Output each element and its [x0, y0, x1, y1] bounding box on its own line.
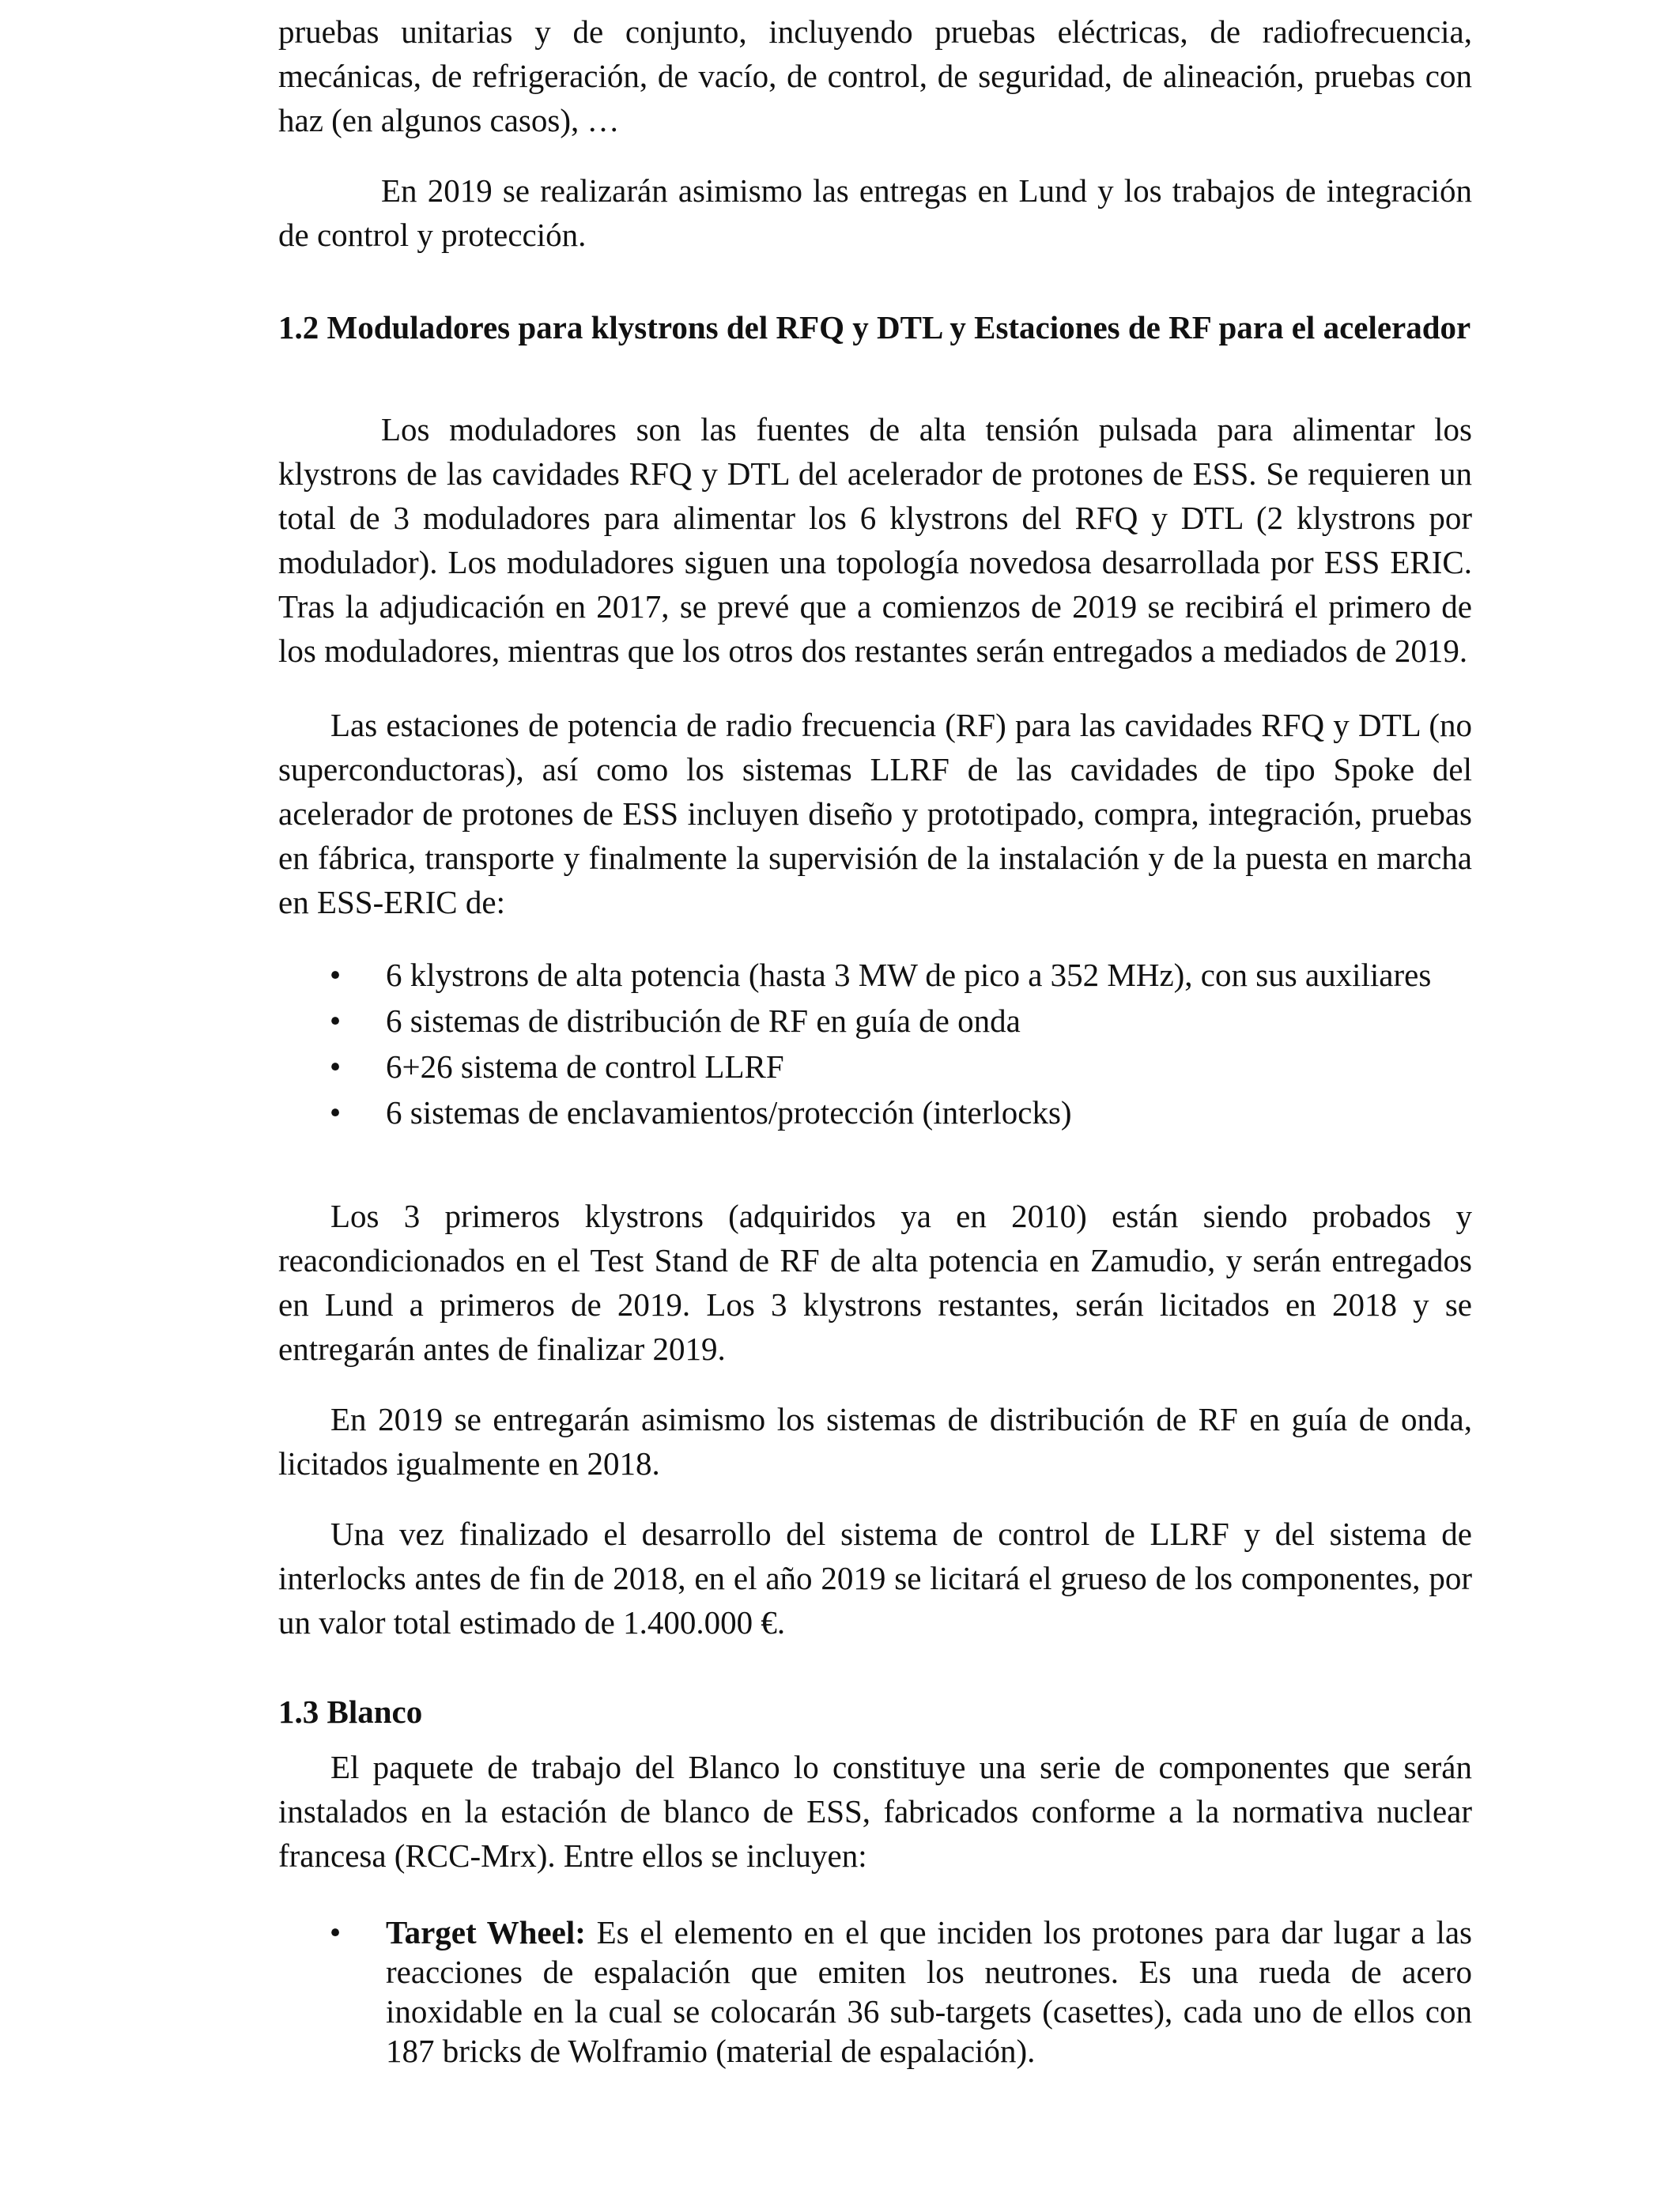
bullet-icon: • [329, 1094, 342, 1131]
list-item [327, 998, 1472, 1044]
bullet-icon: • [329, 957, 342, 993]
bullet-icon: • [329, 1003, 342, 1039]
list-item-term: Target Wheel: [386, 1914, 586, 1950]
list-item [327, 1089, 1472, 1135]
paragraph-pruebas: pruebas unitarias y de conjunto, incluyendo pruebas eléctricas, de radiofrecuencia, mecánicas, de refrigeración, de vacío, de control, de seguridad, de alineación, pruebas con haz (en algunos casos), … [278, 13, 1472, 138]
list-item-text: 6 sistemas de distribución de RF en guía de onda [386, 1003, 1021, 1039]
list-item [327, 952, 1472, 998]
paragraph-llrf-interlocks: Una vez finalizado el desarrollo del sistema de control de LLRF y del sistema de interlocks antes de fin de 2018, en el año 2019 se licitará el grueso de los componentes, por un valor total estimado de 1.400.000 €. [278, 1516, 1472, 1641]
paragraph-blanco: El paquete de trabajo del Blanco lo constituye una serie de componentes que serán instalados en la estación de blanco de ESS, fabricados conforme a la normativa nuclear francesa (RCC-Mrx). Entre ellos se incluyen: [278, 1749, 1472, 1874]
list-item [327, 1044, 1472, 1089]
list-item-text: 6+26 sistema de control LLRF [386, 1048, 784, 1085]
list-item-text: 6 sistemas de enclavamientos/protección (interlocks) [386, 1094, 1072, 1131]
bullet-icon: • [329, 1048, 342, 1085]
paragraph-estaciones-rf: Las estaciones de potencia de radio frecuencia (RF) para las cavidades RFQ y DTL (no superconductoras), así como los sistemas LLRF de las cavidades de tipo Spoke del acelerador de protones de ESS incluyen diseño y prototipado, compra, integración, pruebas en fábrica, transporte y finalmente la supervisión de la instalación y de la puesta en marcha en ESS-ERIC de: [278, 707, 1472, 920]
list-item [327, 1913, 1472, 2071]
rf-components-list [327, 952, 1472, 1135]
bullet-icon: • [329, 1914, 342, 1950]
paragraph-entregas-lund: En 2019 se realizarán asimismo las entregas en Lund y los trabajos de integración de control y protección. [278, 172, 1472, 253]
list-item-text: 6 klystrons de alta potencia (hasta 3 MW de pico a 352 MHz), con sus auxiliares [386, 957, 1432, 993]
paragraph-moduladores: Los moduladores son las fuentes de alta tensión pulsada para alimentar los klystrons de las cavidades RFQ y DTL del acelerador de protones de ESS. Se requieren un total de 3 moduladores para alimentar los 6 klystrons del RFQ y DTL (2 klystrons por modulador). Los moduladores siguen una topología novedosa desarrollada por ESS ERIC. Tras la adjudicación en 2017, se prevé que a comienzos de 2019 se recibirá el primero de los moduladores, mientras que los otros dos restantes serán entregados a mediados de 2019. [278, 411, 1472, 669]
section-heading-1-3: 1.3 Blanco [278, 1694, 423, 1730]
paragraph-klystrons: Los 3 primeros klystrons (adquiridos ya en 2010) están siendo probados y reacondicionados en el Test Stand de RF de alta potencia en Zamudio, y serán entregados en Lund a primeros de 2019. Los 3 klystrons restantes, serán licitados en 2018 y se entregarán antes de finalizar 2019. [278, 1198, 1472, 1367]
section-heading-1-2: 1.2 Moduladores para klystrons del RFQ y DTL y Estaciones de RF para el acelerador [278, 309, 1471, 346]
list-item-text: Es el elemento en el que inciden los protones para dar lugar a las reacciones de espalación que emiten los neutrones. Es una rueda de acero inoxidable en la cual se colocarán 36 sub-targets (casettes), cada uno de ellos con 187 bricks de Wolframio (material de espalación). [386, 1914, 1473, 2069]
target-components-list [327, 1913, 1472, 2071]
paragraph-distribucion-rf: En 2019 se entregarán asimismo los sistemas de distribución de RF en guía de onda, licitados igualmente en 2018. [278, 1401, 1472, 1482]
